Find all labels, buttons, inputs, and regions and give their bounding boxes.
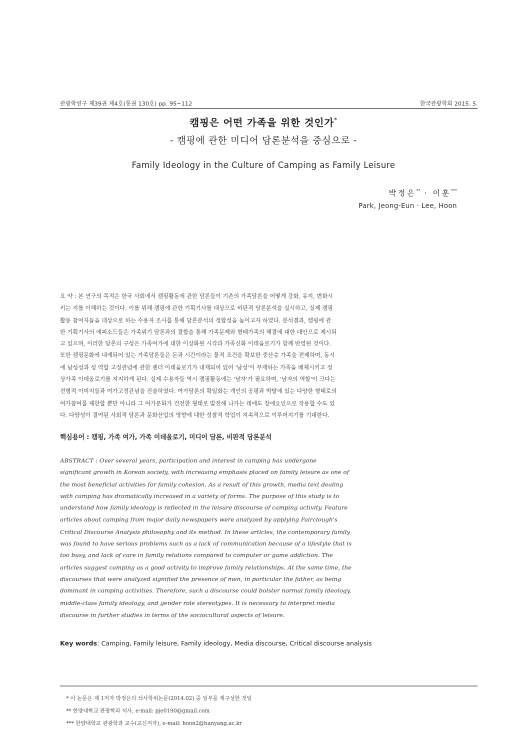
korean-abstract-line: 키는 지를 이해하는 것이다. 이를 위해 캠핑에 관한 기획기사를 대상으로 비판적 담론분석을 실시하고, 실제 캠핑 — [59, 305, 333, 312]
english-abstract-line: articles suggest camping as a good activity to improve family relationships. At the same time, the — [59, 563, 352, 572]
korean-abstract-line: 상가족 이데올로기를 지지하게 된다. 실제 수용자들 역시 캠핑활동에는 '남자'가 필요하며, '남자의 역할'이 크다는 — [59, 376, 336, 384]
english-abstract-line: was found to have serious problems such as a lack of communication because of a lifestyle that is — [59, 540, 352, 548]
authors-korean: 박정은** · 이훈*** — [388, 189, 457, 199]
authors-english: Park, Jeong-Eun · Lee, Hoon — [358, 201, 457, 210]
english-abstract-line: ABSTRACT : Over several years, participation and interest in camping has undergone — [59, 457, 317, 465]
footnote-3: *** 한양대학교 관광학과 교수(교신저자), e-mail: hoon2@hanyang.ac.kr — [65, 721, 242, 727]
english-abstract-line: significant growth in Korean society, with increasing emphasis placed on family leisure as one of — [59, 468, 350, 477]
header-rule — [60, 108, 478, 109]
paper-subtitle: - 캠핑에 관한 미디어 담론분석을 중심으로 - — [169, 135, 358, 147]
paper-title: 캠핑은 어떤 가족을 위한 것인가* — [189, 116, 338, 129]
english-abstract-line: dominant in camping activities. Therefore, such a discourse could bolster normal family ideology, — [59, 587, 352, 595]
footnote-rule — [60, 686, 478, 687]
korean-abstract-line: 활동 참여자들을 대상으로 하는 수용자 조사를 통해 담론분석의 정합성을 높이고자 하였다. 분석결과, 캠핑에 관 — [59, 317, 332, 324]
english-abstract-line: understand how family ideology is reflected in the leisure discourse of camping activity. Feature — [59, 504, 348, 512]
korean-abstract-line: 여가참여를 제한할 뿐만 아니라 그 여가문화가 건전한 형태로 발전해 나가는 데에도 장애요인으로 작용할 수도 있 — [59, 400, 335, 407]
english-abstract-line: articles about camping from major daily newspapers were analyzed by applying Fairclough's — [59, 516, 338, 524]
english-abstract-line: the most beneficial activities for family cohesion. As a result of this growth, media text dealing — [59, 480, 344, 488]
korean-abstract-line: 다. 다양성이 결여된 사회적 담론과 문화산업의 영향에 대한 성찰적 학업이 지속적으로 이루어지기를 기대한다. — [59, 412, 330, 419]
english-keywords: Key words: Camping, Family leisure, Family ideology, Media discourse, Critical discourse analysis — [59, 639, 372, 648]
footnote-1: * 이 논문은 제 1저자 박정은의 석사학위논문(2014.02) 중 일부를 재구성한 것임 — [65, 696, 252, 702]
korean-abstract-line: 고 있으며, 이러한 담론의 구성은 가족여가에 대한 이상화된 시각과 가족신화 이데올로기가 함께 반영된 것이다. — [59, 341, 332, 348]
journal-info: 관광학연구 제39권 제4호(통권 130호) pp. 95~112 — [59, 100, 193, 108]
english-abstract-line: too busy, and lack of care in family relations compared to computer or game addiction. The — [59, 552, 333, 560]
footnote-2: ** 한양대학교 관광학과 석사, e-mail: pje0190@gmail.com — [65, 708, 210, 715]
korean-abstract-line: 또한 캠핑문화에 내재되어 있는 가족담론들은 돈과 시간이라는 물적 조건을 확보한 중산층 가족을 전제하며, 동시 — [59, 353, 335, 360]
english-abstract-line: discourses that were analyzed signified the presence of men, in particular the father, as being — [59, 575, 342, 583]
english-abstract-line: with camping has dramatically increased in a variety of forms. The purpose of this study is to — [59, 492, 340, 500]
title-footnote-marker: * — [334, 117, 338, 124]
english-abstract — [60, 455, 478, 621]
korean-abstract-line: 한 기획기사의 에피소드들은 가족위기 담론과의 결합을 통해 가족문제와 형태가족의 해결에 대한 대안으로 제시되 — [59, 329, 337, 336]
korean-keywords: 핵심용어 : 캠핑, 가족 여가, 가족 이데올로기, 미디어 담론, 비판적 담론분석 — [59, 432, 272, 441]
korean-abstract-line: 에 남성성과 성 역할 고정관념에 관한 젠더 이데올로기가 내재되어 있어 '남성'이 부재하는 가족을 배제시키고 정 — [59, 364, 333, 372]
english-abstract-line: Critical Discourse Analysis philosophy and its method. In these articles, the contemporary family — [59, 528, 351, 536]
english-title: Family Ideology in the Culture of Camping as Family Leisure — [131, 160, 396, 171]
english-abstract-line: middle-class family ideology, and gender role stereotypes. It is necessary to interpret media — [59, 599, 335, 607]
korean-abstract-line: 전형적 이미지들과 여가고정관념을 진술하였다. 여가담론의 확일화는 개인의 공평과 박탈에 있는 다양한 형태로의 — [59, 388, 337, 395]
english-abstract-line: discourse in further studies in terms of the sociocultural aspects of leisure. — [59, 611, 285, 619]
korean-abstract-line: 요 약 : 본 연구의 목적은 한국 사회에서 캠핑활동에 관한 담론들이 기존의 가족담론을 어떻게 강화, 유지, 변화시 — [59, 293, 333, 300]
society-info: 한국관광학회 2015. 5. — [420, 100, 478, 108]
korean-abstract — [60, 291, 478, 422]
